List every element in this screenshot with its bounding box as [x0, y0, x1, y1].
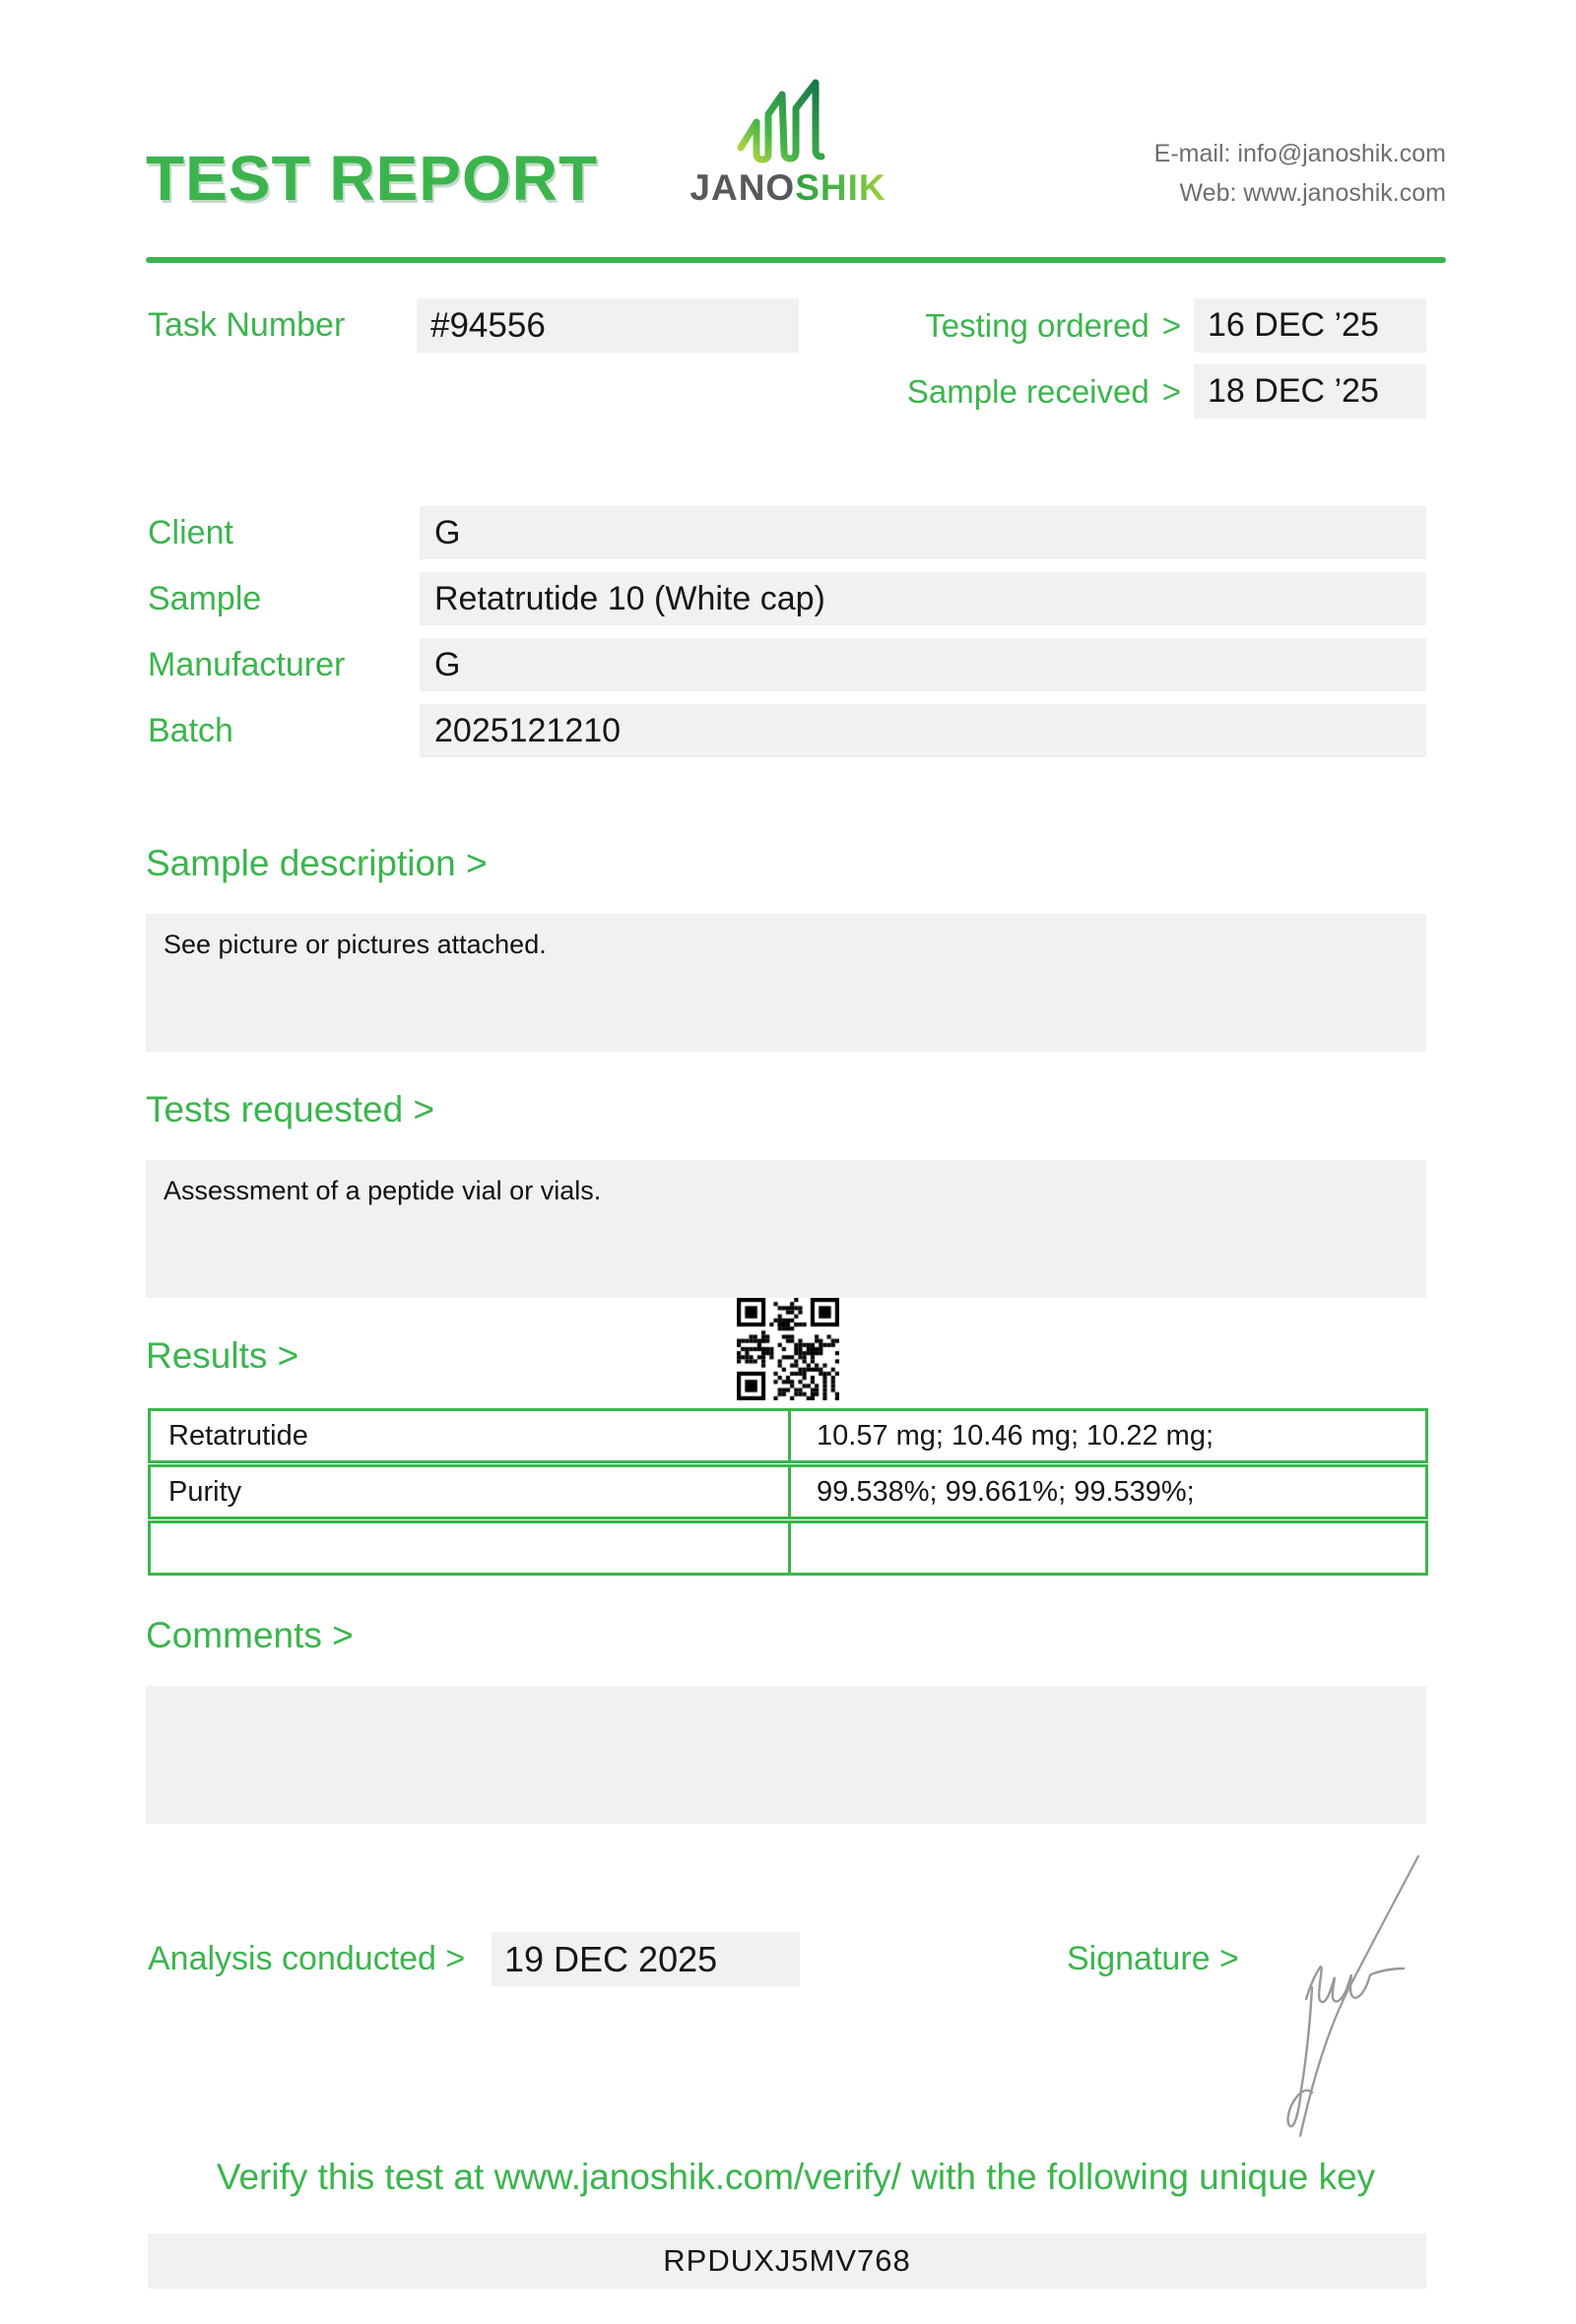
page-title: TEST REPORT	[146, 143, 599, 214]
result-name-cell: Retatrutide	[151, 1411, 791, 1460]
tests-requested-box: Assessment of a peptide vial or vials.	[146, 1160, 1426, 1298]
contact-block	[1154, 134, 1446, 213]
sample-received-value: 18 DEC ’25	[1194, 364, 1426, 419]
manufacturer-label: Manufacturer	[148, 646, 346, 683]
contact-email: E-mail: info@janoshik.com	[1153, 140, 1446, 167]
unique-key-value: RPDUXJ5MV768	[148, 2233, 1426, 2289]
results-heading: Results >	[146, 1335, 299, 1376]
testing-ordered-value: 16 DEC ’25	[1194, 298, 1426, 353]
task-number-value: #94556	[417, 298, 799, 353]
batch-label: Batch	[148, 712, 233, 749]
sample-received-row	[886, 364, 1426, 419]
testing-ordered-label: Testing ordered	[925, 306, 1149, 344]
client-label: Client	[148, 514, 233, 551]
sample-description-heading: Sample description >	[146, 843, 488, 883]
chevron-right-icon: >	[1161, 372, 1181, 410]
signature-label: Signature >	[1067, 1940, 1239, 1977]
chevron-right-icon: >	[1161, 306, 1181, 344]
comments-heading: Comments >	[146, 1615, 354, 1655]
result-name-cell: Purity	[151, 1467, 791, 1517]
testing-ordered-row	[886, 298, 1426, 353]
verify-instruction: Verify this test at www.janoshik.com/verify/ with the following unique key	[216, 2157, 1376, 2197]
tests-requested-heading: Tests requested >	[146, 1089, 435, 1130]
signature-scribble-icon	[1271, 1849, 1448, 2145]
header-divider	[146, 257, 1446, 263]
analysis-date-value: 19 DEC 2025	[492, 1932, 800, 1986]
sample-description-box: See picture or pictures attached.	[146, 914, 1426, 1052]
logo-text-green: SHIK	[795, 167, 886, 208]
sample-label: Sample	[148, 580, 262, 617]
result-value-cell	[791, 1523, 1425, 1573]
logo-text-gray: JANO	[690, 167, 796, 208]
table-row	[148, 1408, 1428, 1463]
table-row	[148, 1464, 1428, 1519]
batch-value: 2025121210	[420, 704, 1426, 757]
qr-code-icon	[737, 1298, 839, 1400]
contact-web: Web: www.janoshik.com	[1179, 179, 1446, 207]
results-table	[148, 1408, 1428, 1577]
table-row	[148, 1520, 1428, 1576]
manufacturer-value: G	[420, 638, 1426, 691]
sample-received-label: Sample received	[906, 372, 1149, 410]
analysis-conducted-label: Analysis conducted >	[148, 1940, 466, 1977]
comments-box	[146, 1686, 1426, 1824]
result-value-cell: 10.57 mg; 10.46 mg; 10.22 mg;	[817, 1419, 1215, 1452]
result-name-cell	[151, 1523, 791, 1573]
logo-wordmark	[678, 167, 898, 209]
client-value: G	[420, 506, 1426, 559]
task-number-label: Task Number	[148, 306, 346, 344]
result-value-cell: 99.538%; 99.661%; 99.539%;	[817, 1475, 1195, 1508]
sample-value: Retatrutide 10 (White cap)	[420, 572, 1426, 625]
logo-chart-icon	[733, 75, 841, 165]
